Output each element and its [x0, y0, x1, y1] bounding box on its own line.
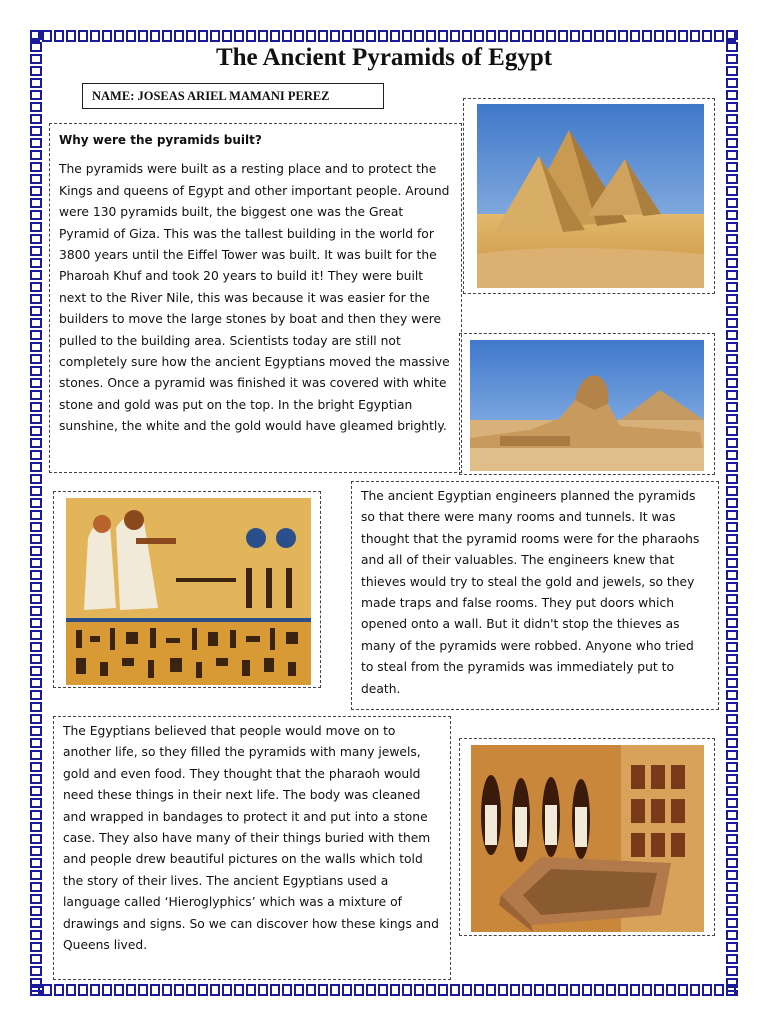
section-body: The pyramids were built as a resting place and to protect the Kings and queens of Egypt and other important people. Around were 130 pyramids built, the biggest one was the Great Pyramid of Giza. This was the tallest building in the world for 3800 years until the Eiffel Tower was built. It was built for the Pharoah Khuf and took 20 years to build it! They were built next to the River Nile, this was because it was easier for the builders to move the large stones by boat and then they were pulled to the building area. Scientists today are still not completely sure how the ancient Egyptians moved the massive stones. Once a pyramid was finished it was covered with white stone and gold was put on the top. In the bright Egyptian sunshine, the white and the gold would have gleamed brightly.: [59, 162, 450, 434]
tomb-photo: [471, 745, 704, 932]
pyramids-photo-frame: [463, 98, 715, 294]
sphinx-photo-frame: [459, 333, 715, 475]
section-body: The Egyptians believed that people would move on to another life, so they filled the pyramids with many jewels, gold and even food. They thought that the pharaoh would need these things in their next life. The body was cleaned and wrapped in bandages to protect it and put into a stone case. They also have many of their things buried with them and people drew beautiful pictures on the walls which told the story of their lives. The ancient Egyptians used a language called ‘Hieroglyphics’ which was a mixture of drawings and signs. So we can discover how these kings and Queens lived.: [63, 724, 439, 953]
sphinx-photo: [470, 340, 704, 471]
tomb-photo-frame: [459, 738, 715, 936]
section-body: The ancient Egyptian engineers planned the pyramids so that there were many rooms and tunnels. It was thought that the pyramid rooms were for the pharaohs and all of their valuables. The engineers knew that thieves would try to steal the gold and jewels, so they made traps and false rooms. They put doors which opened onto a wall. But it didn't stop the thieves as many of the pyramids were robbed. Anyone who tried to steal from the pyramids was immediately put to death.: [361, 489, 700, 696]
rooms-and-thieves-section: [351, 481, 719, 710]
student-name-box: NAME: JOSEAS ARIEL MAMANI PEREZ: [82, 83, 384, 109]
egyptian-painting-frame: [53, 491, 321, 688]
afterlife-section: [53, 716, 451, 980]
page-title: The Ancient Pyramids of Egypt: [215, 44, 553, 71]
pyramids-photo: [477, 104, 704, 288]
egyptian-painting: [66, 498, 311, 685]
page-border-right: [726, 30, 738, 996]
page-border-bottom: [30, 984, 738, 996]
page-border-left: [30, 30, 42, 996]
pyramids-purpose-section: [49, 123, 462, 473]
section-question: Why were the pyramids built?: [59, 133, 262, 147]
page-border-top: [30, 30, 738, 42]
